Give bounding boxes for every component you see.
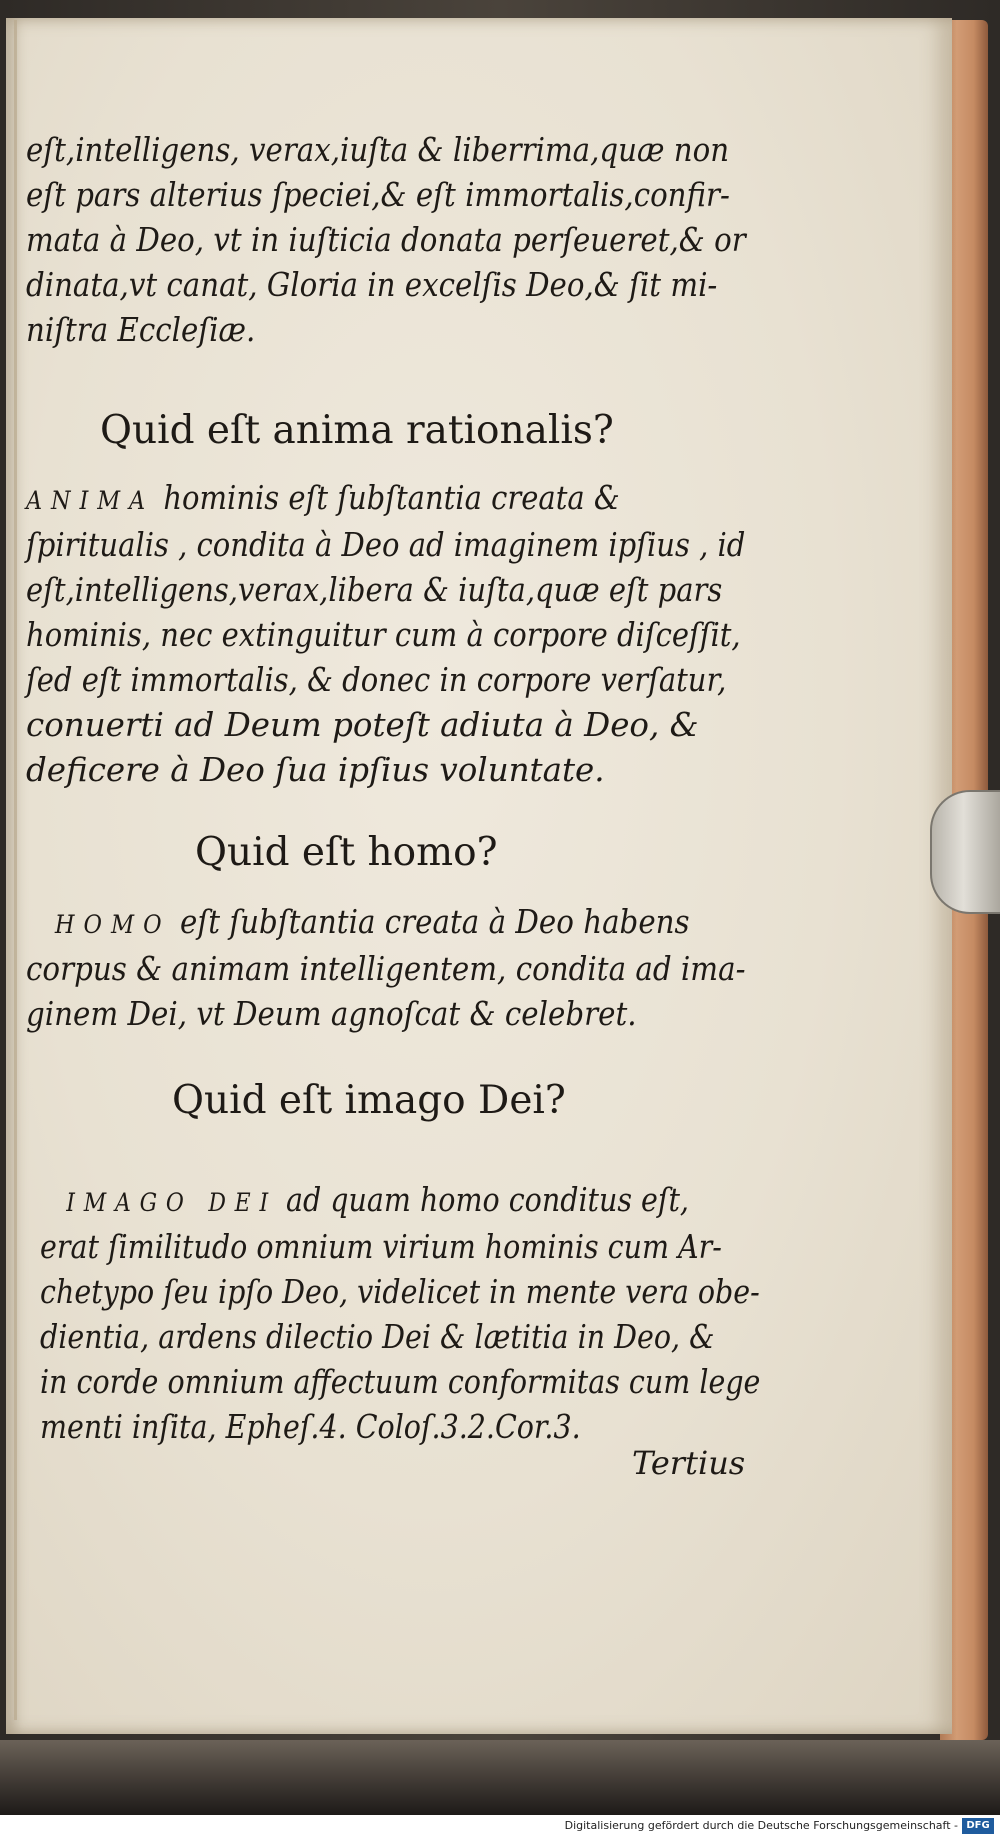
section1-text (26, 128, 826, 353)
anima-first-line (26, 476, 745, 523)
heading-homo: Quid eſt homo? (195, 830, 498, 875)
imago-line: erat ſimilitudo omnium virium hominis cum Ar- (40, 1228, 722, 1266)
homo-first-word: HOMO (54, 910, 171, 939)
homo-first-line-rest: eſt ſubſtantia creata à Deo habens (180, 903, 690, 941)
section1-line: eſt pars alterius ſpeciei,& eſt immortalis,confir- (26, 176, 730, 214)
scan-bottom-band (0, 1740, 1000, 1815)
page-left-rule (14, 20, 17, 1720)
imago-first-line (40, 1178, 760, 1225)
homo-line: corpus & animam intelligentem, condita ad ima- (26, 950, 746, 988)
homo-line: ginem Dei, vt Deum agnoſcat & celebret. (26, 995, 637, 1033)
anima-line: hominis, nec extinguitur cum à corpore diſceſſit, (26, 616, 741, 654)
imago-line: dientia, ardens dilectio Dei & lætitia in Deo, & (40, 1318, 715, 1356)
imago-line: in corde omnium affectuum conformitas cum lege (40, 1363, 761, 1401)
imago-text (40, 1178, 861, 1450)
anima-line: ſed eſt immortalis, & donec in corpore verſatur, (26, 661, 727, 699)
heading-anima: Quid eſt anima rationalis? (100, 408, 614, 453)
imago-first-words: IMAGO DEI (66, 1188, 277, 1217)
anima-line: eſt,intelligens,verax,libera & iuſta,quæ eſt pars (26, 571, 723, 609)
section1-line: mata à Deo, vt in iuſticia donata perſeueret,& or (26, 221, 746, 259)
anima-line (26, 703, 726, 793)
imago-line: chetypo ſeu ipſo Deo, videlicet in mente vera obe- (40, 1273, 760, 1311)
homo-text (26, 900, 824, 1037)
page-clip (930, 790, 1000, 914)
anima-first-word: ANIMA (26, 486, 155, 515)
imago-first-line-rest: ad quam homo conditus eſt, (285, 1181, 689, 1219)
section1-line: niſtra Eccleſiæ. (26, 311, 256, 349)
heading-imago: Quid eſt imago Dei? (172, 1078, 566, 1123)
imago-line: menti inſita, Epheſ.4. Coloſ.3.2.Cor.3. (40, 1408, 581, 1446)
anima-last-lines: conuerti ad Deum poteſt adiuta à Deo, & deficere à Deo ſua ipſius voluntate. (26, 706, 699, 789)
section1-line: dinata,vt canat, Gloria in excelſis Deo,& ſit mi- (26, 266, 718, 304)
anima-line: ſpiritualis , condita à Deo ad imaginem ipſius , id (26, 526, 746, 564)
footer-bar (0, 1815, 1000, 1839)
homo-first-line (26, 900, 745, 947)
dfg-logo-icon: DFG (962, 1818, 994, 1834)
catchword: Tertius (632, 1444, 746, 1482)
anima-first-line-rest: hominis eſt ſubſtantia creata & (163, 479, 620, 517)
anima-text (26, 476, 832, 793)
digitization-credit: Digitalisierung gefördert durch die Deutsche Forschungsgemeinschaft - (564, 1819, 958, 1832)
section1-line: eſt,intelligens, verax,iuſta & liberrima,quæ non (26, 131, 730, 169)
